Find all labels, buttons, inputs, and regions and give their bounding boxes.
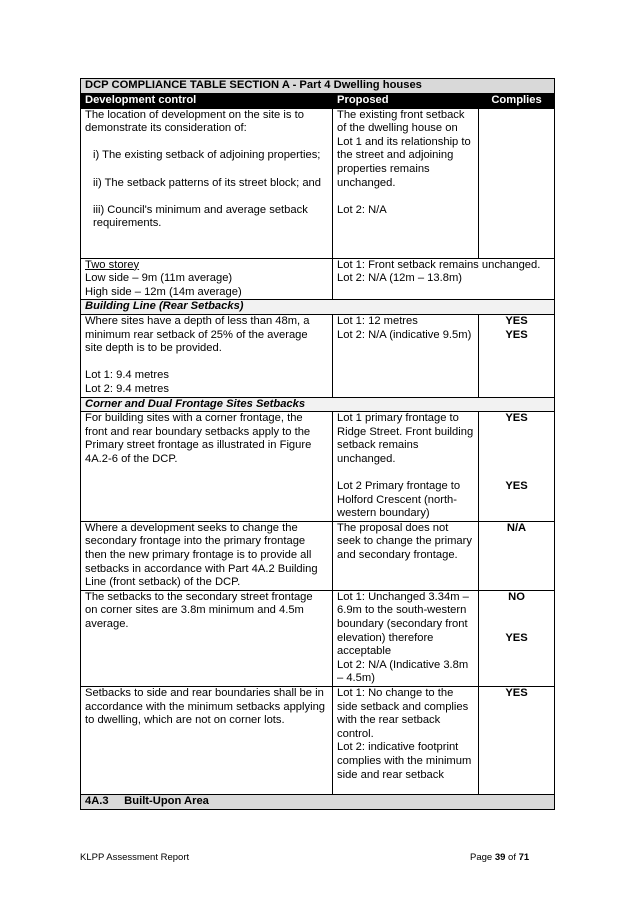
footer-page-of: of <box>505 852 519 863</box>
control-cell <box>81 521 333 590</box>
proposed-lot1: Lot 1: No change to the side setback and complies with the rear setback control. <box>337 687 472 740</box>
header-proposed: Proposed <box>333 94 479 109</box>
table-title: DCP COMPLIANCE TABLE SECTION A - Part 4 Dwelling houses <box>81 79 555 94</box>
complies-value: N/A <box>506 521 527 534</box>
header-development-control: Development control <box>81 94 333 109</box>
proposed-lot2: Lot 2: N/A (indicative 9.5m) <box>337 328 472 341</box>
complies-cell <box>479 108 555 258</box>
proposed-cell <box>333 590 479 686</box>
complies-lot1: NO <box>508 590 525 603</box>
table-row <box>81 687 555 795</box>
complies-value: YES <box>505 687 528 699</box>
proposed-cell <box>333 108 479 258</box>
control-intro: The location of development on the site is to demonstrate its consideration of: <box>85 108 308 135</box>
footer-page-number <box>470 852 529 863</box>
control-cell <box>81 108 333 258</box>
control-item-ii: ii) The setback patterns of its street block; and <box>93 176 322 189</box>
proposed-cell <box>333 314 479 397</box>
table-row <box>81 314 555 397</box>
control-item-iii: iii) Council's minimum and average setback requirements. <box>93 203 311 230</box>
footer-page-total: 71 <box>518 852 530 863</box>
complies-lot1: YES <box>505 314 528 327</box>
footer-page-prefix: Page <box>470 852 495 863</box>
dcp-compliance-table <box>80 78 555 810</box>
proposed-lot1: Lot 1 primary frontage to Ridge Street. Front building setback remains unchanged. <box>337 412 477 465</box>
header-complies: Complies <box>479 94 555 109</box>
section-built-upon-area-label: 4A.3 Built-Upon Area <box>85 795 209 807</box>
complies-cell <box>479 687 555 795</box>
proposed-cell <box>333 687 479 795</box>
proposed-lot2: Lot 2: indicative footprint complies with the minimum side and rear setback <box>337 741 475 781</box>
complies-lot2: YES <box>505 328 528 341</box>
proposed-cell <box>333 521 479 590</box>
complies-cell <box>479 412 555 522</box>
control-lot1-value: Lot 1: 9.4 metres <box>85 369 169 382</box>
proposed-cell <box>333 412 479 522</box>
section-rear-setbacks: Building Line (Rear Setbacks) <box>81 300 555 315</box>
complies-lot1: YES <box>505 412 528 425</box>
table-row <box>81 521 555 590</box>
section-built-upon-area <box>81 795 555 810</box>
table-row <box>81 258 555 300</box>
footer-report-name: KLPP Assessment Report <box>80 852 190 863</box>
table-row <box>81 590 555 686</box>
proposed-lot1: The existing front setback of the dwelling house on Lot 1 and its relationship to the street and adjoining properties remains unchanged. <box>337 108 474 189</box>
control-corner-text: For building sites with a corner frontage, the front and rear boundary setbacks apply to the Primary street frontage as illustrated in Figure 4A.2-6 of the DCP. <box>85 412 315 465</box>
control-lot2-value: Lot 2: 9.4 metres <box>85 382 169 395</box>
table-row <box>81 108 555 258</box>
footer-page-current: 39 <box>494 852 506 863</box>
control-cell <box>81 258 333 300</box>
control-cell <box>81 412 333 522</box>
proposed-lot2: Lot 2: N/A <box>337 203 387 216</box>
proposed-lot1: Lot 1: Front setback remains unchanged. <box>337 258 541 271</box>
control-cell <box>81 590 333 686</box>
complies-lot2: YES <box>505 631 528 644</box>
control-high-side: High side – 12m (14m average) <box>85 285 242 298</box>
proposed-lot1: Lot 1: 12 metres <box>337 314 418 327</box>
control-side-rear: Setbacks to side and rear boundaries shall be in accordance with the minimum setbacks applying to dwelling, which are not on corner lots. <box>85 687 329 727</box>
section-corner-setbacks: Corner and Dual Frontage Sites Setbacks <box>81 397 555 412</box>
proposed-lot1: Lot 1: Unchanged 3.34m – 6.9m to the south-western boundary (secondary front elevation) therefore acceptable <box>337 590 472 658</box>
proposed-lot2: Lot 2 Primary frontage to Holford Crescent (north-western boundary) <box>337 480 464 520</box>
control-rear-text: Where sites have a depth of less than 48m, a minimum rear setback of 25% of the average site depth is to be provided. <box>85 314 313 355</box>
proposed-lot2: Lot 2: N/A (Indicative 3.8m – 4.5m) <box>337 658 472 685</box>
complies-cell <box>479 521 555 590</box>
complies-lot2: YES <box>505 480 528 493</box>
control-low-side: Low side – 9m (11m average) <box>85 272 233 285</box>
control-secondary-frontage: Where a development seeks to change the secondary frontage into the primary frontage then the new primary frontage is to provide all setbacks in accordance with Part 4A.2 Building Line (front setback) of the DCP. <box>85 521 321 589</box>
control-cell <box>81 687 333 795</box>
complies-cell <box>479 314 555 397</box>
control-two-storey: Two storey <box>85 258 140 271</box>
proposed-lot2: Lot 2: N/A (12m – 13.8m) <box>337 272 462 285</box>
control-secondary-setbacks: The setbacks to the secondary street frontage on corner sites are 3.8m minimum and 4.5m average. <box>85 590 316 631</box>
control-item-i: i) The existing setback of adjoining properties; <box>93 149 321 162</box>
proposed-cell <box>333 258 555 300</box>
complies-cell <box>479 590 555 686</box>
proposed-text: The proposal does not seek to change the primary and secondary frontage. <box>337 521 476 562</box>
table-row <box>81 412 555 522</box>
control-cell <box>81 314 333 397</box>
